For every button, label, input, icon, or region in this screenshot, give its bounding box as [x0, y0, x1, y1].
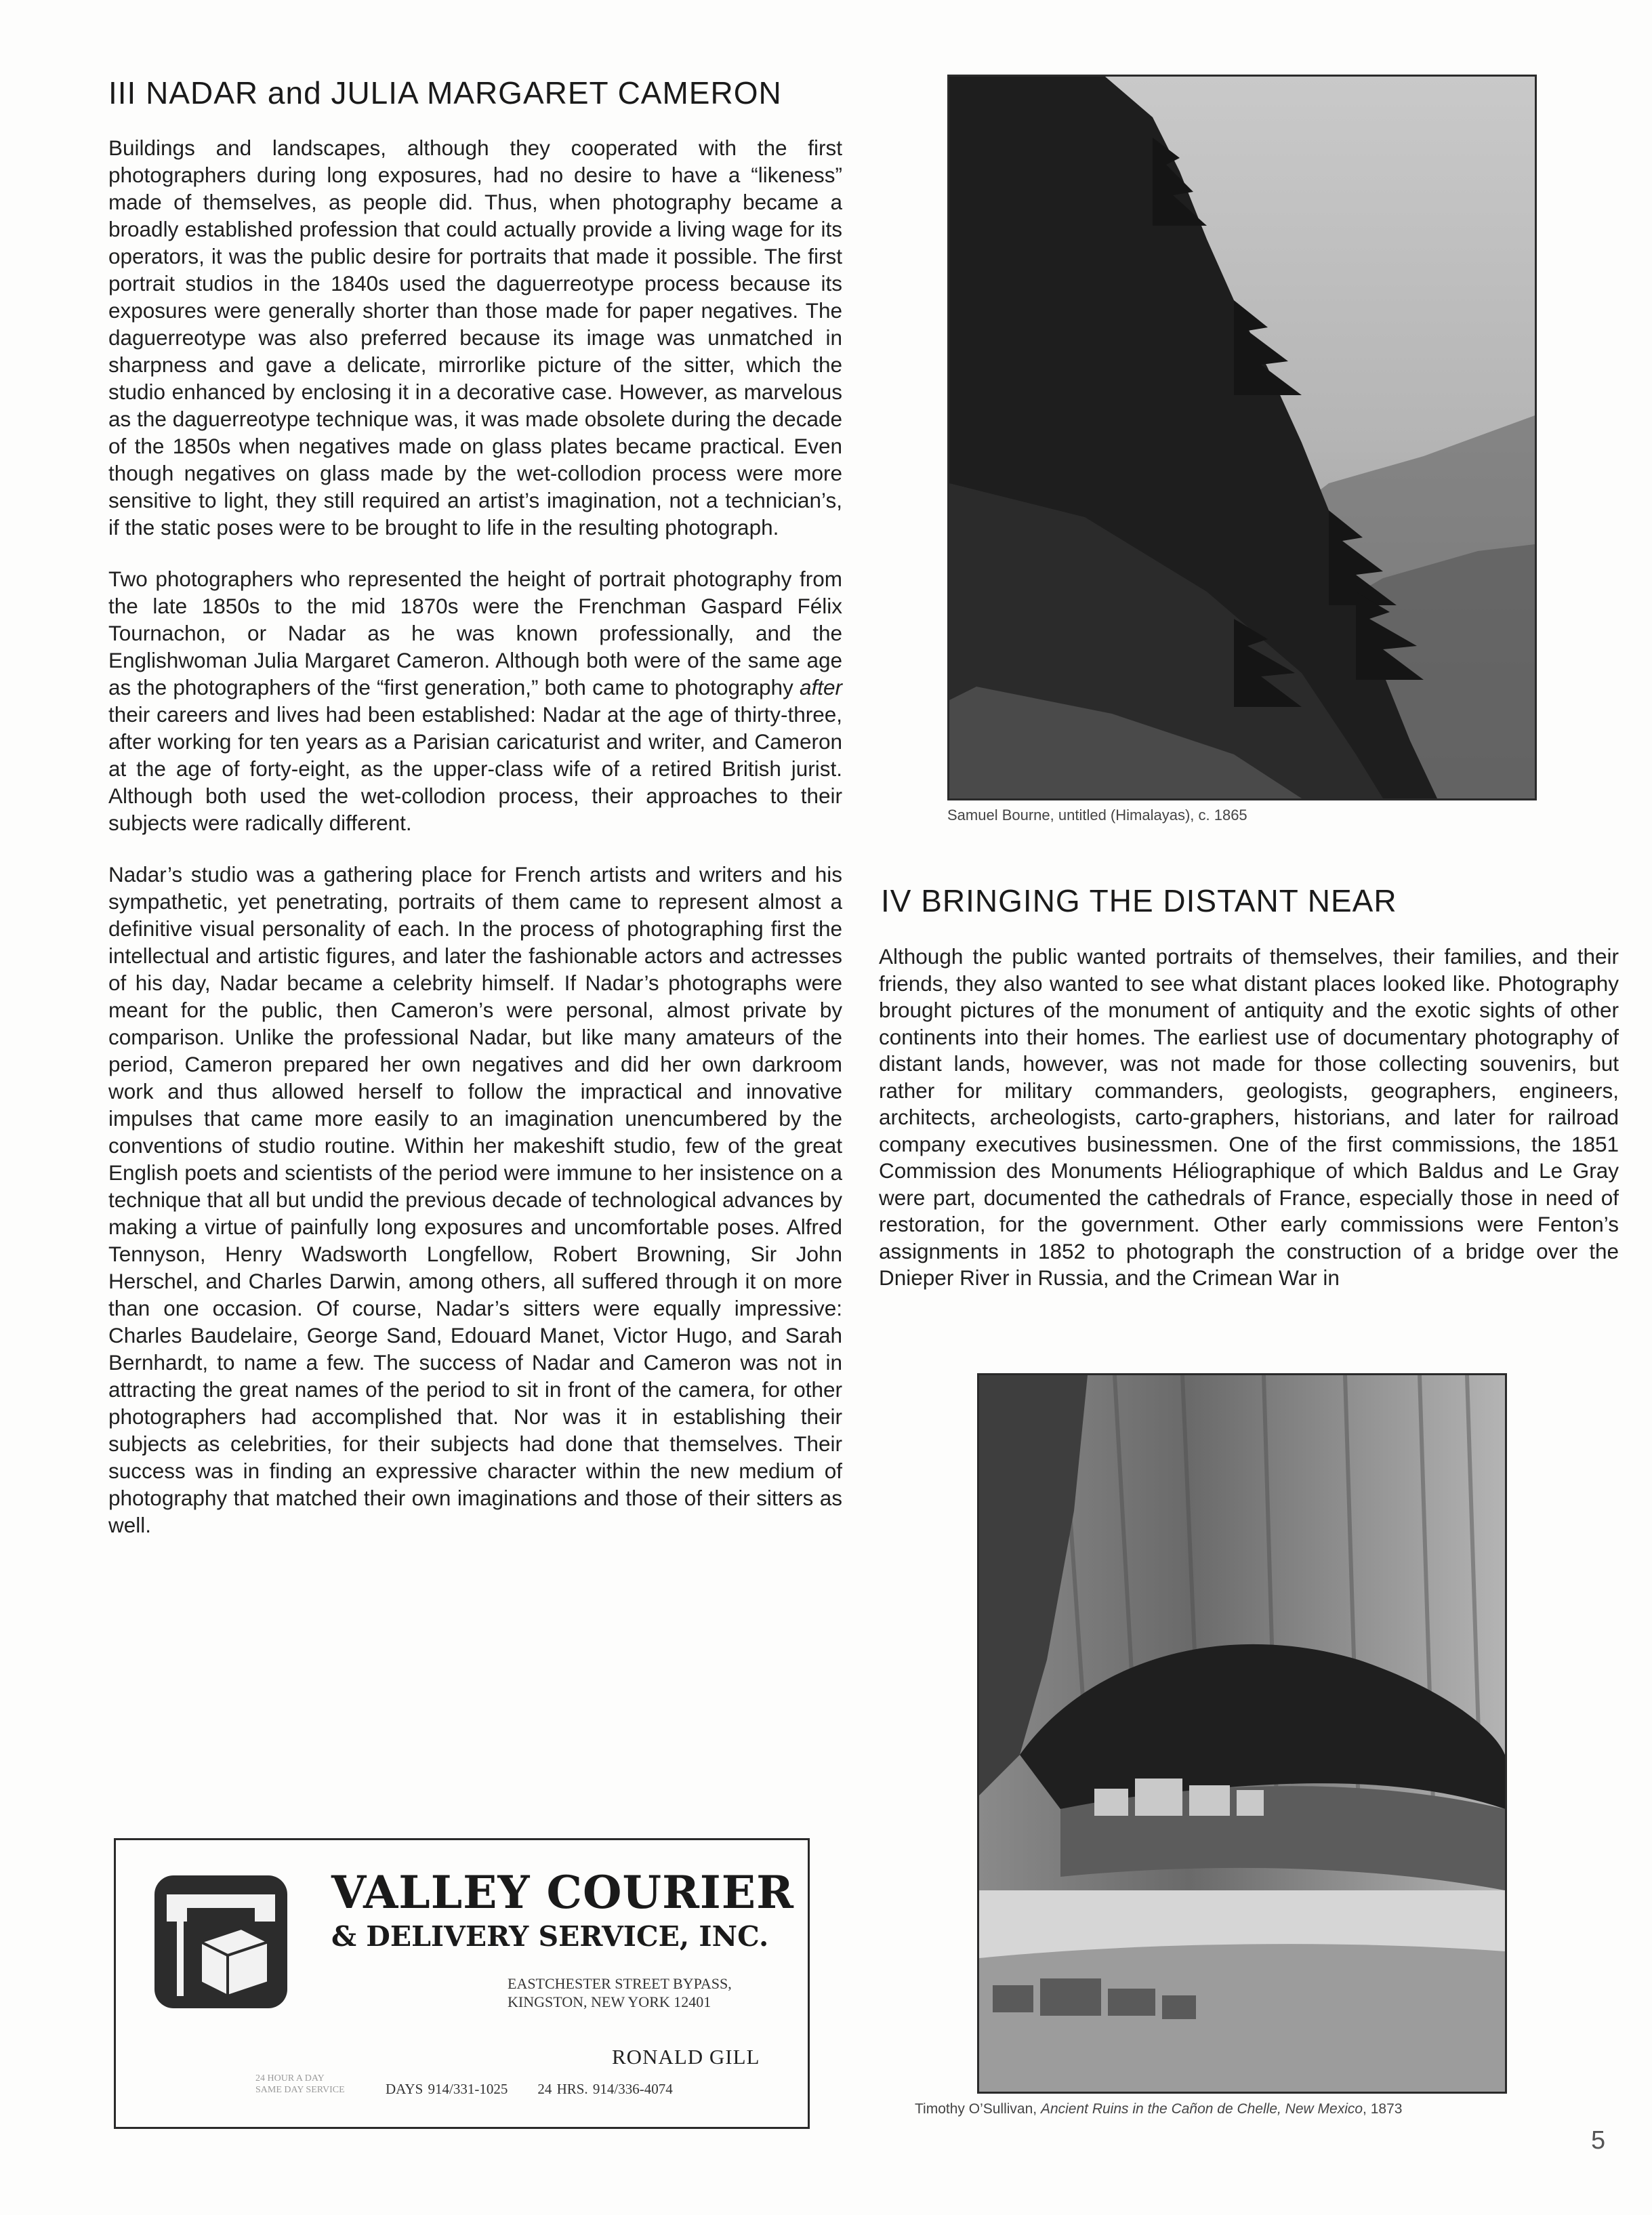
ad-phone-numbers: [386, 2081, 703, 2098]
section-3-paragraph-3: Nadar’s studio was a gathering place for French artists and writers and his sympathetic, yet penetrating, portraits of them came to represent almost a definitive visual personality of each. In the process of photographing first the intellectual and artistic figures, and later the fashionable actors and actresses of his day, Nadar became a celebrity himself. If Nadar’s photographs were meant for the public, then Cameron’s were personal, almost private by comparison. Unlike the professional Nadar, but like many amateurs of the period, Cameron prepared her own negatives and did her own darkroom work and thus allowed herself to follow the impractical and innovative impulses that came more easily to an imagination unencumbered by the conventions of studio routine. Within her makeshift studio, few of the great English poets and scientists of the period were immune to her insistence on a technique that all but undid the previous decade of technological advances by making a virtue of painfully long exposures and uncomfortable poses. Alfred Tennyson, Henry Wadsworth Longfellow, Robert Browning, Sir John Herschel, and Charles Darwin, among others, all suffered through it on more than one occasion. Of course, Nadar’s sitters were equally impressive: Charles Baudelaire, George Sand, Edouard Manet, Victor Hugo, and Sarah Bernhardt, to name a few. The success of Nadar and Cameron was not in attracting the great names of the period to sit in front of the camera, for other photographers had accomplished that. Nor was it in establishing their subjects as celebrities, for their subjects had done that themselves. Their success was in finding an expressive character within the new medium of photography that matched their own imaginations and those of their sitters as well.: [108, 862, 842, 1537]
valley-courier-ad: [114, 1838, 810, 2129]
ad-phone-24hrs: 24 HRS. 914/336-4074: [537, 2081, 673, 2097]
ad-company-name: VALLEY COURIER: [331, 1866, 794, 1919]
ad-service-line-2: SAME DAY SERVICE: [255, 2085, 345, 2095]
ad-address-line-2: KINGSTON, NEW YORK 12401: [508, 1993, 711, 2010]
paragraph-2-before: Two photographers who represented the height of portrait photography from the late 1850s to the mid 1870s were the Frenchman Gaspard Félix Tournachon, or Nadar as he was known professionally, and the Englishwoman Julia Margaret Cameron. Although both were of the same age as the photographers of the “first generation,” both came to photography: [108, 567, 842, 699]
canyon-ruins-photo: [977, 1373, 1507, 2094]
section-4-body: [879, 943, 1619, 1316]
section-4-paragraph: Although the public wanted portraits of themselves, their families, and their friends, they also wanted to see what distant places looked like. Photography brought pictures of the monument of antiquity and the exotic sights of other continents into their homes. The earliest use of documentary photography of distant lands, however, was not made for those collecting souvenirs, but rather for military commanders, geologists, geographers, engineers, architects, archeologists, carto-graphers, historians, and later for railroad company executives businessmen. One of the first commissions, the 1851 Commission des Monuments Héliographique of which Baldus and Le Gray were part, documented the cathedrals of France, especially those in need of restoration, for the government. Other early commissions were Fenton’s assignments in 1852 to photograph the construction of a bridge over the Dnieper River in Russia, and the Crimean War in: [879, 944, 1619, 1290]
paragraph-2-after: their careers and lives had been established: Nadar at the age of thirty-three, after working for ten years as a Parisian caricaturist and writer, and Cameron at the age of forty-eight, as the upper-class wife of a retired British jurist. Although both used the wet-collodion process, their approaches to their subjects were radically different.: [108, 702, 842, 835]
ad-service-note: [255, 2073, 345, 2096]
ad-address-line-1: EASTCHESTER STREET BYPASS,: [508, 1975, 732, 1992]
ad-phone-days: DAYS 914/331-1025: [386, 2081, 508, 2097]
himalayas-photo-image: [949, 77, 1535, 798]
caption-title: Ancient Ruins in the Cañon de Chelle, New Mexico: [1040, 2101, 1363, 2117]
section-4-heading: IV BRINGING THE DISTANT NEAR: [881, 883, 1397, 918]
caption-author: Timothy O’Sullivan,: [915, 2101, 1041, 2117]
page-number: 5: [1591, 2126, 1606, 2155]
section-3-heading: III NADAR and JULIA MARGARET CAMERON: [108, 75, 782, 110]
canyon-ruins-caption: [915, 2101, 1402, 2117]
section-3-paragraph-2: [108, 565, 842, 836]
himalayas-photo: [947, 75, 1537, 800]
ad-contact-name: RONALD GILL: [612, 2045, 760, 2069]
ad-company-subtitle: & DELIVERY SERVICE, INC.: [331, 1920, 769, 1953]
paragraph-2-emphasis: after: [799, 675, 842, 699]
ad-service-line-1: 24 HOUR A DAY: [255, 2073, 325, 2084]
himalayas-caption: Samuel Bourne, untitled (Himalayas), c. 1865: [947, 807, 1247, 824]
section-3-body: [108, 134, 842, 1563]
ad-address: [508, 1974, 732, 2011]
courier-box-logo: [153, 1874, 289, 2010]
caption-year: , 1873: [1363, 2101, 1403, 2117]
canyon-ruins-photo-image: [979, 1375, 1505, 2092]
section-3-paragraph-1: Buildings and landscapes, although they cooperated with the first photographers during long exposures, had no desire to have a “likeness” made of themselves, as people did. Thus, when photography became a broadly established profession that could actually provide a living wage for its operators, it was the public desire for portraits that made it possible. The first portrait studios in the 1840s used the daguerreotype process because its exposures were generally shorter than those made for paper negatives. The daguerreotype was also preferred because its image was unmatched in sharpness and gave a delicate, mirrorlike picture of the sitter, which the studio enhanced by enclosing it in a decorative case. However, as marvelous as the daguerreotype technique was, it was made obsolete during the decade of the 1850s when negatives made on glass plates became practical. Even though negatives on glass made by the wet-collodion process were more sensitive to light, they still required an artist’s imagination, not a technician’s, if the static poses were to be brought to life in the resulting photograph.: [108, 136, 842, 540]
